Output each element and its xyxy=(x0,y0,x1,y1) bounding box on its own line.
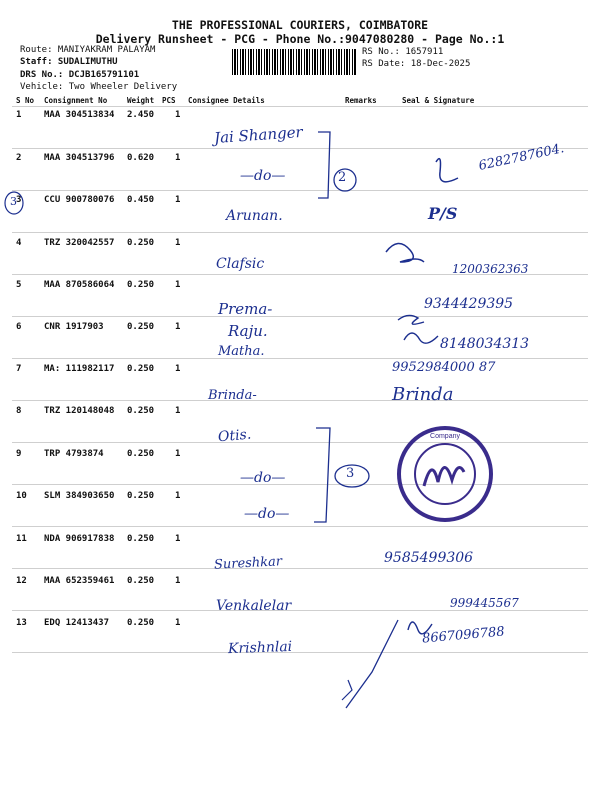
row-consignment: MAA 870586064 xyxy=(44,280,115,290)
handwritten-consignee: —do— xyxy=(240,168,286,184)
handwritten-consignee: Arunan. xyxy=(226,208,283,224)
runsheet-title: THE PROFESSIONAL COURIERS, COIMBATORE xyxy=(171,18,429,32)
row-consignment: MA: 111982117 xyxy=(44,364,115,374)
col-pcs: PCS xyxy=(162,96,176,105)
row-weight: 0.250 xyxy=(127,618,155,628)
row-consignment: EDQ 12413437 xyxy=(44,618,110,628)
row-pcs: 1 xyxy=(175,280,181,290)
remark-number: 2 xyxy=(338,170,347,185)
vehicle-label: Vehicle: Two Wheeler Delivery xyxy=(20,82,178,92)
row-pcs: 1 xyxy=(175,238,181,248)
check-stroke xyxy=(342,680,352,700)
row-pcs: 1 xyxy=(175,491,181,501)
row-weight: 0.450 xyxy=(127,195,155,205)
row-consignment: CNR 1917903 xyxy=(44,322,104,332)
row-sno: 9 xyxy=(16,449,22,459)
handwritten-consignee: —do— xyxy=(244,506,290,522)
row-sno: 2 xyxy=(16,153,22,163)
remark-number: 3 xyxy=(346,466,355,481)
row-sno: 4 xyxy=(16,238,22,248)
handwritten-consignee: Venkalelar xyxy=(216,598,292,614)
handwritten-consignee: —do— xyxy=(240,470,286,486)
row-weight: 0.250 xyxy=(127,280,155,290)
row-weight: 2.450 xyxy=(127,110,155,120)
handwritten-consignee: Matha. xyxy=(218,344,265,359)
col-consignee: Consignee Details xyxy=(188,96,265,105)
col-weight: Weight xyxy=(127,96,155,105)
row-pcs: 1 xyxy=(175,449,181,459)
handwritten-phone: 8148034313 xyxy=(440,336,530,352)
drs-label: DRS No.: DCJB165791101 xyxy=(20,70,140,80)
row-sno: 3 xyxy=(16,195,22,205)
row-pcs: 1 xyxy=(175,195,181,205)
row-consignment: MAA 304513796 xyxy=(44,153,115,163)
row-pcs: 1 xyxy=(175,322,181,332)
row-pcs: 1 xyxy=(175,110,181,120)
bracket-mark xyxy=(314,428,330,522)
row-consignment: TRZ 320042557 xyxy=(44,238,115,248)
signature-squiggle xyxy=(404,333,438,343)
row-consignment: SLM 384903650 xyxy=(44,491,115,501)
row-pcs: 1 xyxy=(175,618,181,628)
row-pcs: 1 xyxy=(175,364,181,374)
handwritten-phone: 9344429395 xyxy=(424,296,514,312)
row-weight: 0.250 xyxy=(127,491,155,501)
handwritten-phone: 9585499306 xyxy=(384,550,474,566)
row-sno: 11 xyxy=(16,534,27,544)
handwritten-phone: 6282787604. xyxy=(477,141,566,174)
row-pcs: 1 xyxy=(175,534,181,544)
row-consignment: TRZ 120148048 xyxy=(44,406,115,416)
col-sno: S No xyxy=(16,96,35,105)
handwritten-phone: 9952984000 87 xyxy=(392,360,496,375)
row-consignment: MAA 304513834 xyxy=(44,110,115,120)
handwritten-consignee: Krishnlai xyxy=(227,638,293,658)
row-sno: 7 xyxy=(16,364,22,374)
rs-date: RS Date: 18-Dec-2025 xyxy=(362,59,471,69)
route-label: Route: MANIYAKRAM PALAYAM xyxy=(20,45,156,55)
row-sno: 6 xyxy=(16,322,22,332)
handwritten-phone: 999445567 xyxy=(450,596,519,610)
row-consignment: CCU 900780076 xyxy=(44,195,115,205)
company-seal-stamp xyxy=(394,424,496,524)
row-pcs: 1 xyxy=(175,153,181,163)
handwritten-phone: 8667096788 xyxy=(421,624,506,647)
runsheet-subtitle: Delivery Runsheet - PCG - Phone No.:9047080280 - Page No.:1 xyxy=(95,32,505,46)
handwritten-signature: Brinda xyxy=(392,384,454,405)
row-mark-number: 3 xyxy=(10,195,17,208)
staff-label: Staff: SUDALIMUTHU xyxy=(20,57,118,67)
row-consignment: NDA 906917838 xyxy=(44,534,115,544)
handwritten-signature: P/S xyxy=(428,204,458,223)
handwritten-consignee: Jai Shanger xyxy=(213,122,304,148)
signature-squiggle xyxy=(398,315,424,324)
row-sno: 12 xyxy=(16,576,27,586)
handwritten-consignee: Otis. xyxy=(217,426,252,446)
row-weight: 0.250 xyxy=(127,238,155,248)
col-seal-signature: Seal & Signature xyxy=(402,96,475,105)
row-weight: 0.250 xyxy=(127,406,155,416)
row-sno: 5 xyxy=(16,280,22,290)
bracket-mark xyxy=(318,132,330,198)
svg-text:Company: Company xyxy=(430,433,460,440)
row-weight: 0.620 xyxy=(127,153,155,163)
rs-number: RS No.: 1657911 xyxy=(362,47,444,57)
row-pcs: 1 xyxy=(175,406,181,416)
signature-squiggle xyxy=(386,243,424,262)
col-remarks: Remarks xyxy=(345,96,377,105)
row-weight: 0.250 xyxy=(127,322,155,332)
row-sno: 1 xyxy=(16,110,22,120)
row-consignment: TRP 4793874 xyxy=(44,449,104,459)
row-weight: 0.250 xyxy=(127,449,155,459)
handwritten-consignee: Clafsic xyxy=(216,256,265,272)
row-consignment: MAA 652359461 xyxy=(44,576,115,586)
handwritten-consignee: Raju. xyxy=(228,322,268,340)
row-weight: 0.250 xyxy=(127,364,155,374)
row-sno: 10 xyxy=(16,491,27,501)
row-weight: 0.250 xyxy=(127,576,155,586)
signature-squiggle xyxy=(436,159,458,182)
col-consignment: Consignment No xyxy=(44,96,108,105)
row-sno: 13 xyxy=(16,618,27,628)
check-stroke xyxy=(346,620,398,708)
handwritten-consignee: Prema- xyxy=(218,300,273,318)
row-weight: 0.250 xyxy=(127,534,155,544)
handwritten-consignee: Brinda- xyxy=(208,388,257,403)
row-sno: 8 xyxy=(16,406,22,416)
handwritten-phone: 1200362363 xyxy=(452,262,529,276)
handwritten-consignee: Sureshkar xyxy=(213,554,283,573)
row-pcs: 1 xyxy=(175,576,181,586)
